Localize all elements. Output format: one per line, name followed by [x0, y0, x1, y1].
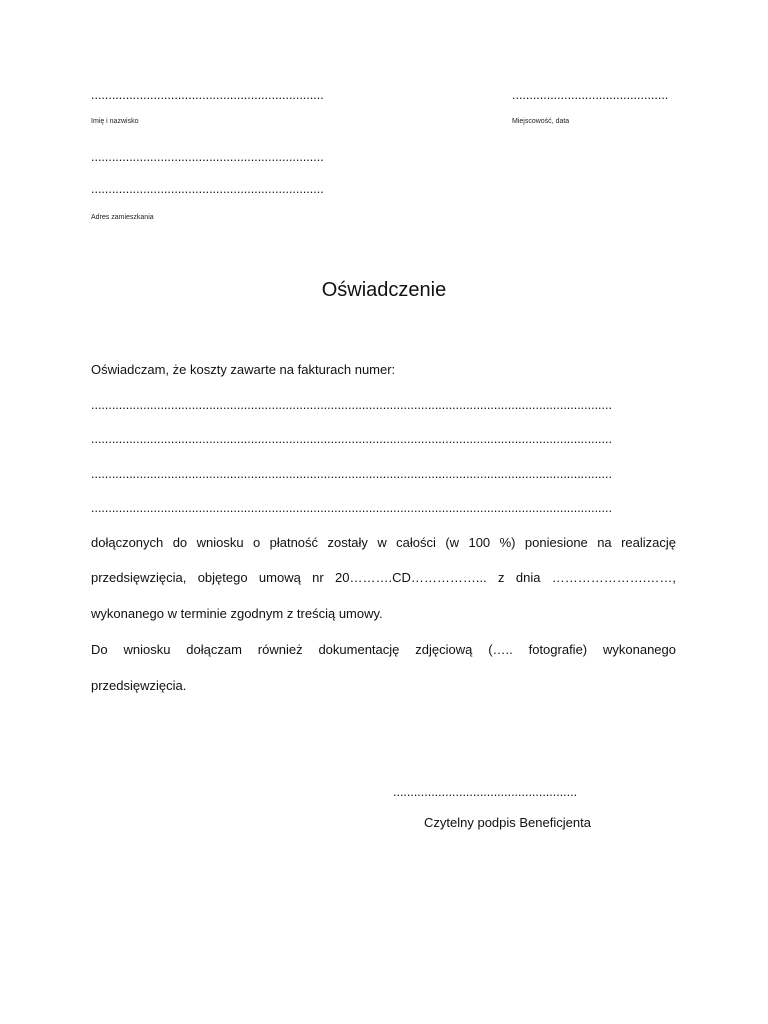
paragraph-1-line-1: dołączonych do wniosku o płatność zostały w całości (w 100 %) poniesione na realizację — [91, 535, 676, 550]
paragraph-1-line-3: wykonanego w terminie zgodnym z treścią umowy. — [91, 606, 383, 621]
place-date-field-line[interactable]: ............................................. — [512, 88, 669, 102]
intro-text: Oświadczam, że koszty zawarte na fakturach numer: — [91, 362, 396, 377]
document-title: Oświadczenie — [321, 279, 447, 301]
invoice-line-4[interactable]: ...................................................................................................................................................... — [91, 501, 612, 515]
address-field-label: Adres zamieszkania — [91, 214, 154, 221]
invoice-line-1[interactable]: ...................................................................................................................................................... — [91, 398, 612, 412]
paragraph-2-line-2: przedsięwzięcia. — [91, 678, 187, 693]
name-field-label: Imię i nazwisko — [91, 118, 139, 125]
name-field-line[interactable]: ................................................................... — [91, 88, 324, 102]
address-field-line-2[interactable]: ................................................................... — [91, 182, 324, 196]
place-date-field-label: Miejscowość, data — [512, 118, 570, 125]
paragraph-1-line-2: przedsięwzięcia, objętego umową nr 20……….CD……………... z dnia ………………….……, — [91, 570, 676, 585]
invoice-line-3[interactable]: ...................................................................................................................................................... — [91, 467, 612, 481]
invoice-line-2[interactable]: ...................................................................................................................................................... — [91, 432, 612, 446]
address-field-line-1[interactable]: ................................................................... — [91, 150, 324, 164]
paragraph-2-line-1: Do wniosku dołączam również dokumentację zdjęciową (….. fotografie) wykonanego — [91, 642, 676, 657]
signature-line[interactable]: ..................................................... — [393, 785, 578, 799]
signature-label: Czytelny podpis Beneficjenta — [424, 815, 591, 830]
